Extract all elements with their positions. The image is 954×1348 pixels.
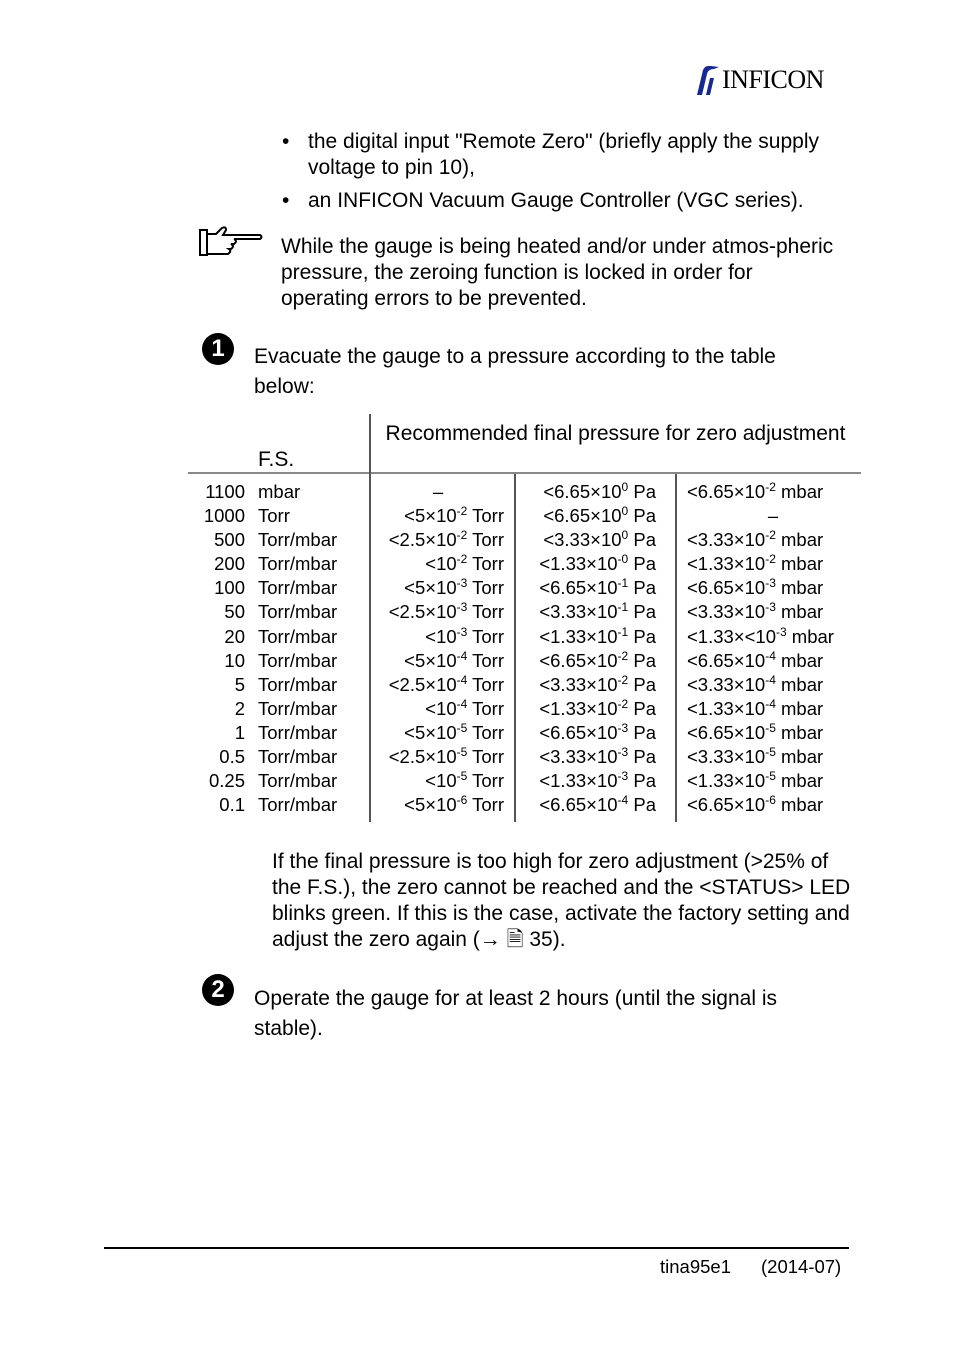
step-2-text: Operate the gauge for at least 2 hours (until the signal is stable). xyxy=(254,987,777,1040)
pa-cell: $<1.33\times 10^{-3}$ Pa xyxy=(539,769,656,792)
column-divider xyxy=(369,414,371,822)
step-2-icon: 2 xyxy=(202,974,234,1006)
fs-unit-cell: Torr/mbar xyxy=(258,529,338,551)
torr-cell: $<2.5\times 10^{-5}$ Torr xyxy=(388,745,504,768)
fs-unit-cell: mbar xyxy=(258,481,301,502)
bullet-text: the digital input "Remote Zero" (briefly apply the supply voltage to pin 10), xyxy=(308,130,820,179)
column-torr xyxy=(372,480,504,817)
step-1-icon: 1 xyxy=(202,333,234,365)
pa-cell: $<3.33\times 10^0$ Pa xyxy=(543,528,656,551)
fs-unit-cell: Torr/mbar xyxy=(258,673,338,695)
column-pa xyxy=(516,480,656,817)
pa-cell: $<6.65\times 10^{-3}$ Pa xyxy=(539,720,656,743)
inficon-logo xyxy=(694,63,824,97)
torr-cell: – xyxy=(432,481,444,502)
bullet-symbol: • xyxy=(282,130,290,153)
pressure-table xyxy=(188,414,862,822)
column-mbar xyxy=(687,480,859,817)
footer-date: (2014-07) xyxy=(761,1256,842,1277)
fs-unit-cell: Torr xyxy=(258,505,290,527)
torr-cell: $<2.5\times 10^{-4}$ Torr xyxy=(388,672,504,695)
mbar-cell: – xyxy=(767,505,779,527)
inficon-swoosh-icon xyxy=(694,64,720,96)
pointing-hand-icon xyxy=(198,226,264,263)
bullet-text: an INFICON Vacuum Gauge Controller (VGC series). xyxy=(308,189,804,212)
mbar-cell: $<1.33\times<10^{-3}$ mbar xyxy=(687,624,834,647)
mbar-cell: $<3.33\times 10^{-4}$ mbar xyxy=(687,672,824,695)
column-fs-unit xyxy=(258,480,368,817)
fs-value-cell: 0.5 xyxy=(219,746,245,768)
mbar-cell: $<3.33\times 10^{-2}$ mbar xyxy=(687,528,824,551)
step-1-text: Evacuate the gauge to a pressure according to the table below: xyxy=(254,345,776,398)
pa-cell: $<6.65\times 10^0$ Pa xyxy=(543,504,656,527)
fs-value-cell: 200 xyxy=(214,553,245,575)
fs-unit-cell: Torr/mbar xyxy=(258,746,338,768)
fs-unit-cell: Torr/mbar xyxy=(258,625,338,647)
fs-unit-cell: Torr/mbar xyxy=(258,553,338,575)
paragraph: If the final pressure is too high for zero adjustment (>25% of the F.S.), the zero cannot be reached and the <STATUS> LED blinks green. If this is the case, activate the factory setting and adjust the zero again (→ 🗎 35). xyxy=(272,850,851,951)
note-text: While the gauge is being heated and/or under atmos-pheric pressure, the zeroing function is locked in order for operating errors to be prevented. xyxy=(281,235,834,310)
header-recommended: Recommended final pressure for zero adjustment xyxy=(385,422,846,445)
pa-cell: $<1.33\times 10^{-1}$ Pa xyxy=(539,624,656,647)
fs-value-cell: 0.25 xyxy=(208,770,245,792)
torr-cell: $<10^{-3}$ Torr xyxy=(425,624,504,647)
fs-unit-cell: Torr/mbar xyxy=(258,770,338,792)
mbar-cell: $<6.65\times 10^{-2}$ mbar xyxy=(687,480,824,502)
torr-cell: $<2.5\times 10^{-3}$ Torr xyxy=(388,600,504,623)
fs-value-cell: 100 xyxy=(214,577,245,599)
torr-cell: $<5\times 10^{-5}$ Torr xyxy=(404,720,504,743)
torr-cell: $<5\times 10^{-2}$ Torr xyxy=(404,504,504,527)
torr-cell: $<2.5\times 10^{-2}$ Torr xyxy=(388,528,504,551)
pa-cell: $<3.33\times 10^{-2}$ Pa xyxy=(539,672,656,695)
pa-cell: $<1.33\times 10^{-0}$ Pa xyxy=(539,552,656,575)
mbar-cell: $<6.65\times 10^{-4}$ mbar xyxy=(687,648,824,671)
footer-divider xyxy=(104,1247,849,1249)
pa-cell: $<3.33\times 10^{-1}$ Pa xyxy=(539,600,656,623)
fs-value-cell: 20 xyxy=(224,625,245,647)
fs-unit-cell: Torr/mbar xyxy=(258,601,338,623)
fs-unit-cell: Torr/mbar xyxy=(258,721,338,743)
header-divider xyxy=(188,472,861,474)
mbar-cell: $<1.33\times 10^{-5}$ mbar xyxy=(687,769,824,792)
torr-cell: $<10^{-2}$ Torr xyxy=(425,552,504,575)
fs-value-cell: 50 xyxy=(224,601,245,623)
header-fs: F.S. xyxy=(258,448,295,471)
mbar-cell: $<6.65\times 10^{-5}$ mbar xyxy=(687,720,824,743)
mbar-cell: $<1.33\times 10^{-2}$ mbar xyxy=(687,552,824,575)
mbar-cell: $<1.33\times 10^{-4}$ mbar xyxy=(687,696,824,719)
fs-value-cell: 500 xyxy=(214,529,245,551)
torr-cell: $<10^{-5}$ Torr xyxy=(425,769,504,792)
mbar-cell: $<3.33\times 10^{-3}$ mbar xyxy=(687,600,824,623)
fs-unit-cell: Torr/mbar xyxy=(258,794,338,816)
fs-value-cell: 10 xyxy=(224,649,245,671)
torr-cell: $<5\times 10^{-3}$ Torr xyxy=(404,576,504,599)
pa-cell: $<1.33\times 10^{-2}$ Pa xyxy=(539,696,656,719)
mbar-cell: $<6.65\times 10^{-6}$ mbar xyxy=(687,793,824,816)
fs-unit-cell: Torr/mbar xyxy=(258,577,338,599)
fs-value-cell: 0.1 xyxy=(219,794,245,816)
fs-value-cell: 5 xyxy=(234,673,245,695)
torr-cell: $<5\times 10^{-6}$ Torr xyxy=(404,793,504,816)
column-divider xyxy=(675,474,677,822)
pa-cell: $<6.65\times 10^{-2}$ Pa xyxy=(539,648,656,671)
fs-value-cell: 1 xyxy=(234,721,245,743)
pa-cell: $<6.65\times 10^{-1}$ Pa xyxy=(539,576,656,599)
fs-value-cell: 1100 xyxy=(205,481,245,502)
torr-cell: $<10^{-4}$ Torr xyxy=(425,696,504,719)
mbar-cell: $<6.65\times 10^{-3}$ mbar xyxy=(687,576,824,599)
list-item xyxy=(282,188,868,214)
column-fs-value xyxy=(188,480,245,817)
pa-cell: $<6.65\times 10^{-4}$ Pa xyxy=(539,793,656,816)
mbar-cell: $<3.33\times 10^{-5}$ mbar xyxy=(687,745,824,768)
fs-unit-cell: Torr/mbar xyxy=(258,697,338,719)
logo-text: INFICON xyxy=(722,65,824,94)
fs-value-cell: 2 xyxy=(234,697,245,719)
pa-cell: $<6.65\times 10^0$ Pa xyxy=(543,480,656,502)
pa-cell: $<3.33\times 10^{-3}$ Pa xyxy=(539,745,656,768)
bullet-symbol: • xyxy=(282,189,290,212)
footer-doc-id: tina95e1 xyxy=(660,1256,731,1277)
fs-value-cell: 1000 xyxy=(203,505,245,527)
fs-unit-cell: Torr/mbar xyxy=(258,649,338,671)
list-item xyxy=(282,129,868,181)
torr-cell: $<5\times 10^{-4}$ Torr xyxy=(404,648,504,671)
